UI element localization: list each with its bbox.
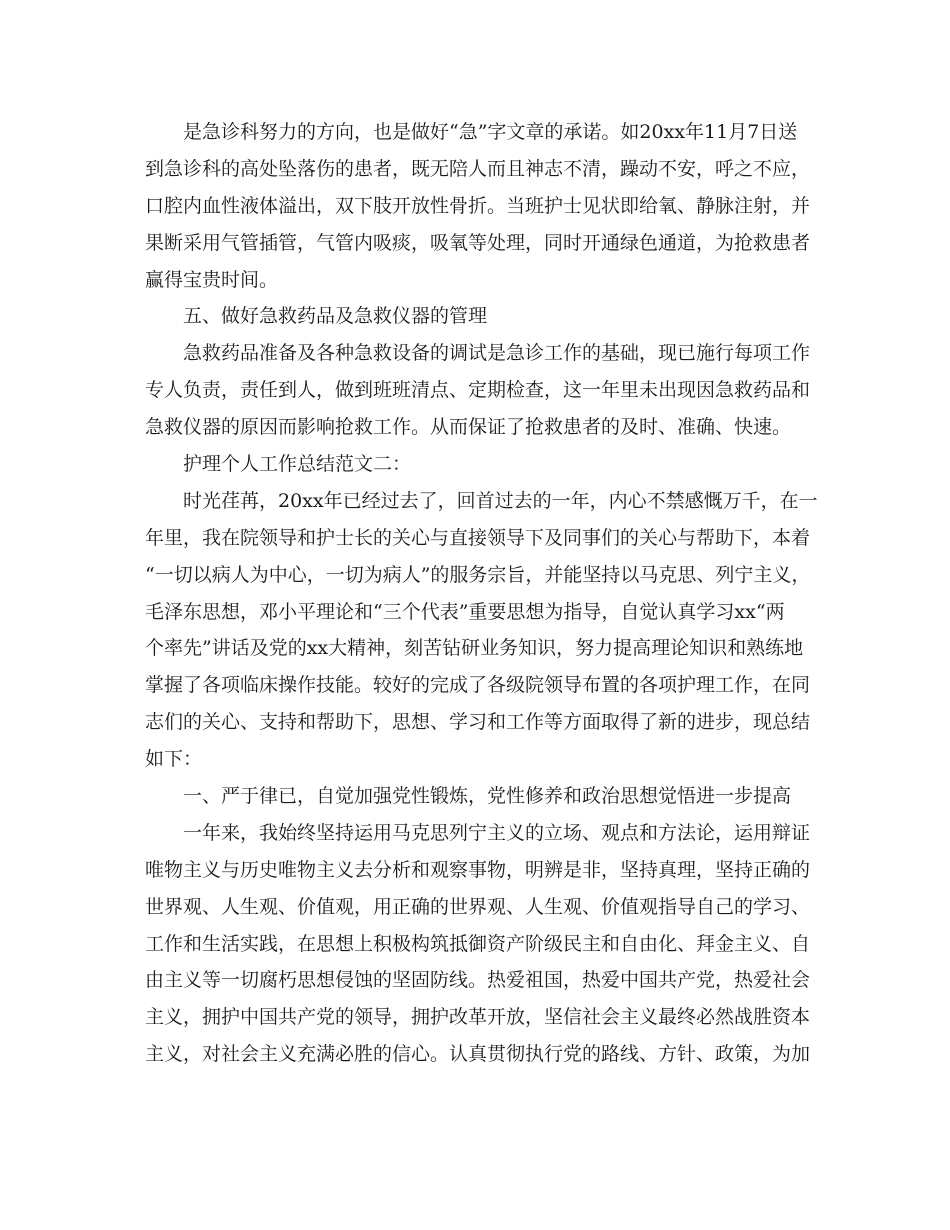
text-line: 赢得宝贵时间。 [145, 268, 279, 291]
text-line: 个率先”讲话及党的xx大精神，刻苦钻研业务知识，努力提高理论知识和熟练地 [145, 637, 804, 660]
text-line: 工作和生活实践，在思想上积极构筑抵御资产阶级民主和自由化、拜金主义、自 [145, 932, 811, 955]
text-line: 急救仪器的原因而影响抢救工作。从而保证了抢救患者的及时、准确、快速。 [145, 416, 792, 439]
text-line: 掌握了各项临床操作技能。较好的完成了各级院领导布置的各项护理工作，在同 [145, 674, 811, 697]
text-line: 是急诊科努力的方向，也是做好“急”字文章的承诺。如20xx年11月7日送 [183, 121, 798, 143]
text-line: 口腔内血性液体溢出，双下肢开放性骨折。当班护士见状即给氧、静脉注射，并 [145, 194, 811, 217]
text-line: 时光荏苒，20xx年已经过去了，回首过去的一年，内心不禁感慨万千，在一 [183, 489, 818, 512]
text-line: 五、做好急救药品及急救仪器的管理 [183, 305, 488, 328]
text-line: 唯物主义与历史唯物主义去分析和观察事物，明辨是非，坚持真理，坚持正确的 [145, 858, 811, 881]
text-line: 由主义等一切腐朽思想侵蚀的坚固防线。热爱祖国，热爱中国共产党，热爱社会 [145, 969, 811, 992]
text-line: 一、严于律已，自觉加强党性锻炼，党性修养和政治思想觉悟进一步提高 [183, 785, 792, 808]
text-line: 急救药品准备及各种急救设备的调试是急诊工作的基础，现已施行每项工作 [183, 342, 811, 365]
text-line: 主义，对社会主义充满必胜的信心。认真贯彻执行党的路线、方针、政策，为加 [145, 1043, 811, 1066]
text-line: 一年来，我始终坚持运用马克思列宁主义的立场、观点和方法论，运用辩证 [183, 821, 811, 844]
text-line: “一切以病人为中心，一切为病人”的服务宗旨，并能坚持以马克思、列宁主义， [145, 563, 811, 586]
text-line: 到急诊科的高处坠落伤的患者，既无陪人而且神志不清，躁动不安，呼之不应， [145, 157, 811, 180]
text-line: 志们的关心、支持和帮助下，思想、学习和工作等方面取得了新的进步，现总结 [145, 711, 811, 734]
text-line: 主义，拥护中国共产党的领导，拥护改革开放，坚信社会主义最终必然战胜资本 [145, 1006, 811, 1029]
text-line: 毛泽东思想，邓小平理论和“三个代表”重要思想为指导，自觉认真学习xx“两 [145, 600, 785, 623]
text-line: 年里，我在院领导和护士长的关心与直接领导下及同事们的关心与帮助下，本着 [145, 526, 811, 549]
text-line: 如下： [145, 748, 203, 771]
body-text [145, 114, 818, 1073]
text-line: 果断采用气管插管，气管内吸痰，吸氧等处理，同时开通绿色通道，为抢救患者 [145, 231, 811, 254]
text-line: 专人负责，责任到人，做到班班清点、定期检查，这一年里未出现因急救药品和 [145, 379, 811, 402]
text-line: 护理个人工作总结范文二： [183, 453, 412, 476]
text-line: 世界观、人生观、价值观，用正确的世界观、人生观、价值观指导自己的学习、 [145, 895, 811, 918]
